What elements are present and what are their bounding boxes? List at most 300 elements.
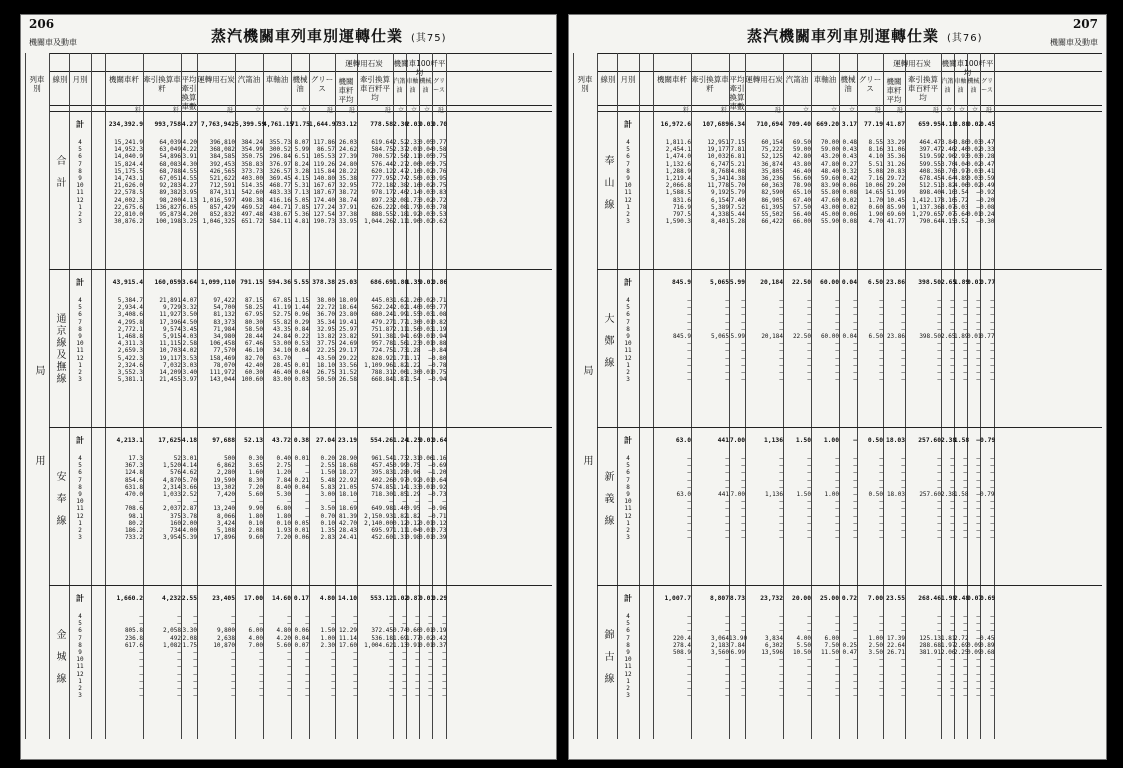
table-cell: —	[990, 361, 994, 369]
table-cell: 23.86	[886, 332, 905, 340]
table-cell: —	[741, 311, 745, 319]
table-cell: 4,232	[162, 595, 181, 602]
table-cell: —	[687, 498, 691, 506]
table-cell: —	[976, 297, 980, 304]
table-cell: —	[779, 304, 783, 312]
table-cell: —	[853, 634, 857, 642]
table-cell: —	[687, 476, 691, 484]
table-cell: 1,279.65	[912, 210, 941, 218]
table-cell: —	[193, 692, 197, 700]
table-cell: 0.77	[432, 139, 447, 146]
table-cell: —	[741, 476, 745, 484]
table-cell: 576	[170, 469, 181, 477]
table-cell: —	[193, 670, 197, 678]
unit-label: 瓩	[875, 107, 882, 114]
month-label: 5	[626, 146, 630, 154]
table-cell: 20,184	[761, 332, 783, 340]
table-cell: 56.60	[792, 174, 811, 182]
table-cell: —	[835, 613, 839, 620]
train-kind-label: 用	[33, 455, 44, 479]
month-column	[619, 279, 637, 383]
table-cell: 1.20	[432, 469, 447, 477]
table-cell: 772.18	[371, 182, 393, 190]
table-cell: 1.50	[796, 490, 811, 498]
table-cell: 0.75	[432, 368, 447, 376]
table-cell: —	[937, 376, 941, 384]
column-rule	[617, 53, 618, 739]
table-cell: 368,082	[209, 146, 235, 154]
table-cell: —	[389, 613, 393, 620]
table-cell: 22.92	[338, 476, 357, 484]
column-header: 機械油	[967, 78, 980, 94]
table-cell: 7.85	[294, 203, 309, 211]
table-cell: —	[853, 347, 857, 355]
table-cell: —	[741, 462, 745, 470]
month-label: 8	[78, 641, 82, 649]
table-cell: 1.92	[406, 210, 421, 218]
table-cell: 0.08	[842, 189, 857, 197]
table-cell: 6.50	[867, 279, 883, 286]
table-cell: 5.79	[730, 189, 745, 197]
table-cell: —	[741, 304, 745, 312]
table-cell: —	[879, 519, 883, 527]
table-cell: 0.37	[432, 641, 447, 649]
month-label: 8	[626, 641, 630, 649]
table-cell: 0.98	[406, 534, 421, 542]
table-cell: 2.65	[941, 279, 957, 286]
table-cell: —	[937, 476, 941, 484]
table-cell: 4.00	[248, 634, 263, 642]
table-cell: 63.0	[676, 490, 691, 498]
table-cell: —	[990, 347, 994, 355]
table-cell: 160	[170, 519, 181, 527]
table-cell: —	[976, 490, 980, 498]
table-cell: 0.94	[432, 332, 447, 340]
table-cell: —	[807, 620, 811, 628]
table-cell: —	[879, 498, 883, 506]
table-cell: 0.20	[320, 455, 335, 462]
table-cell: —	[402, 692, 406, 700]
table-cell: 733.2	[124, 534, 143, 542]
table-cell: 43.50	[316, 354, 335, 362]
table-cell: 1.50	[320, 469, 335, 477]
table-cell: 2,772.1	[117, 325, 143, 333]
table-cell: —	[950, 340, 954, 348]
table-cell: 2.50	[406, 174, 421, 182]
table-cell: 0.71	[432, 512, 447, 520]
table-cell: —	[963, 663, 967, 671]
table-cell: —	[990, 670, 994, 678]
table-cell: 1.80	[276, 512, 291, 520]
table-cell: 23,732	[760, 595, 783, 602]
table-cell: —	[901, 462, 905, 470]
table-cell: —	[835, 455, 839, 462]
table-cell: 0.05	[419, 304, 434, 312]
month-label: 1	[78, 361, 82, 369]
table-cell: 398.50	[919, 332, 941, 340]
table-cell: —	[901, 505, 905, 513]
table-cell: —	[428, 354, 432, 362]
table-cell: 6,302	[764, 641, 783, 649]
table-cell: 63.70	[272, 354, 291, 362]
table-cell: 82.70	[244, 354, 263, 362]
table-cell: —	[879, 340, 883, 348]
table-cell: —	[389, 648, 393, 656]
table-cell: 38.00	[316, 297, 335, 304]
table-cell: —	[779, 526, 783, 534]
table-cell: —	[779, 627, 783, 635]
table-cell: —	[963, 354, 967, 362]
table-cell: 1,033	[162, 490, 181, 498]
table-cell: 367.3	[124, 462, 143, 470]
table-cell: 536.18	[371, 634, 393, 642]
table-cell: —	[687, 684, 691, 692]
table-row	[653, 620, 994, 627]
table-cell: 8,066	[216, 512, 235, 520]
table-cell: —	[779, 368, 783, 376]
table-cell: —	[879, 526, 883, 534]
table-cell: 46.40	[272, 368, 291, 376]
table-cell: —	[950, 483, 954, 491]
table-cell: 3.03	[182, 361, 197, 369]
table-cell: 514.35	[241, 182, 263, 190]
table-cell: 1.73	[393, 347, 408, 355]
table-cell: 1.77	[393, 318, 408, 326]
table-cell: —	[976, 476, 980, 484]
table-cell: —	[950, 476, 954, 484]
table-cell: —	[901, 347, 905, 355]
table-cell: 38.72	[338, 189, 357, 197]
month-label: 12	[624, 670, 632, 678]
column-rule	[49, 53, 50, 739]
table-cell: 1,468.8	[117, 332, 143, 340]
table-cell: 0.12	[432, 519, 447, 527]
table-cell: —	[963, 505, 967, 513]
table-cell: 0.01	[419, 534, 434, 542]
table-row	[653, 627, 994, 634]
table-cell: —	[901, 376, 905, 384]
table-cell: —	[687, 534, 691, 542]
table-cell: —	[741, 361, 745, 369]
table-cell: 143,044	[209, 376, 235, 384]
table-cell: —	[428, 462, 432, 470]
table-cell: —	[879, 684, 883, 692]
table-cell: 5.39	[182, 534, 197, 542]
table-cell: —	[402, 670, 406, 678]
table-cell: —	[950, 354, 954, 362]
table-cell: 27.04	[316, 437, 335, 444]
table-cell: —	[950, 297, 954, 304]
column-rule	[446, 53, 447, 739]
page-number: 207	[1072, 17, 1098, 31]
table-cell: —	[950, 318, 954, 326]
month-label: 4	[626, 455, 630, 462]
table-cell: 12.29	[338, 627, 357, 635]
table-cell: —	[879, 347, 883, 355]
table-cell: 497.48	[241, 210, 263, 218]
table-cell: 0.60	[406, 627, 421, 635]
table-cell: 354.99	[241, 146, 263, 154]
table-cell: 0.01	[419, 641, 434, 649]
table-cell: —	[428, 656, 432, 664]
table-row	[653, 685, 994, 692]
month-label: 3	[626, 534, 630, 542]
table-cell: 23.19	[338, 437, 357, 444]
table-cell: 177.24	[313, 203, 335, 211]
table-cell: 71,984	[213, 325, 235, 333]
table-cell: 0.10	[248, 519, 263, 527]
table-cell: 1.90	[868, 210, 883, 218]
table-cell: 0.06	[842, 182, 857, 190]
table-cell: 790.64	[919, 218, 941, 226]
table-cell: —	[193, 677, 197, 685]
table-cell: 2.38	[393, 182, 408, 190]
table-cell: —	[389, 663, 393, 671]
table-cell: 470.0	[124, 490, 143, 498]
table-cell: —	[807, 469, 811, 477]
table-cell: —	[687, 469, 691, 477]
table-cell: 0.45	[980, 634, 995, 642]
table-cell: 37.75	[316, 340, 335, 348]
table-cell: —	[853, 297, 857, 304]
table-cell: 718.30	[371, 490, 393, 498]
table-cell: —	[331, 498, 335, 506]
table-cell: 10,703	[159, 347, 181, 355]
table-cell: 11.50	[820, 648, 839, 656]
table-cell: 0.78	[432, 361, 447, 369]
table-cell: —	[259, 498, 263, 506]
table-row	[653, 455, 994, 462]
table-cell: 17,625	[158, 437, 181, 444]
month-label: 3	[78, 692, 82, 700]
table-cell: 23.86	[886, 279, 905, 286]
table-cell: 2.40	[954, 146, 969, 154]
table-cell: 778.58	[370, 121, 393, 128]
table-cell: 0.02	[419, 167, 434, 175]
month-label: 12	[624, 196, 632, 204]
table-row	[653, 333, 994, 340]
month-label: 1	[626, 677, 630, 685]
table-cell: 1.13	[393, 641, 408, 649]
table-cell: 28.44	[244, 332, 263, 340]
table-cell: —	[976, 613, 980, 620]
table-cell: 0.50	[867, 437, 883, 444]
table-cell: 4.03	[182, 332, 197, 340]
table-cell: 50.50	[316, 376, 335, 384]
table-cell: 0.62	[432, 218, 447, 226]
month-column	[71, 437, 89, 541]
month-label: 8	[78, 483, 82, 491]
table-row	[653, 347, 994, 354]
unit-label: 立	[411, 107, 418, 114]
table-cell: 2.37	[393, 146, 408, 154]
month-label: 8	[626, 325, 630, 333]
table-cell: —	[937, 512, 941, 520]
table-cell: —	[807, 670, 811, 678]
table-cell: —	[963, 526, 967, 534]
table-cell: 43,915.4	[112, 279, 143, 286]
table-cell: 0.01	[419, 340, 434, 348]
table-cell: —	[725, 304, 729, 312]
table-cell: —	[963, 347, 967, 355]
table-cell: 220.4	[672, 634, 691, 642]
table-cell: —	[807, 361, 811, 369]
table-cell: 1.70	[868, 196, 883, 204]
table-cell: 7.07	[941, 210, 956, 218]
table-cell: —	[331, 613, 335, 620]
column-group-header: 運轉用石炭	[345, 59, 383, 68]
table-cell: —	[950, 613, 954, 620]
month-label: 9	[78, 490, 82, 498]
table-cell: —	[950, 304, 954, 312]
table-cell: 18.64	[338, 304, 357, 312]
table-cell: —	[725, 311, 729, 319]
table-cell: —	[950, 368, 954, 376]
table-cell: —	[976, 354, 980, 362]
table-row	[105, 627, 446, 634]
table-cell: 0.06	[842, 210, 857, 218]
table-cell: 1,288.9	[665, 167, 691, 175]
table-cell: 0.72	[432, 196, 447, 204]
table-cell: —	[963, 677, 967, 685]
table-cell: —	[725, 613, 729, 620]
table-cell: 4.22	[182, 146, 197, 154]
table-cell: —	[741, 519, 745, 527]
table-cell: —	[779, 620, 783, 628]
table-cell: 14,952.3	[114, 146, 143, 154]
table-row	[653, 437, 994, 455]
table-cell: —	[835, 311, 839, 319]
table-cell: 9,574	[162, 325, 181, 333]
table-cell: 1.02	[393, 595, 409, 602]
month-label: 10	[76, 340, 84, 348]
table-cell: —	[231, 648, 235, 656]
table-cell: 43.20	[820, 153, 839, 161]
table-cell: 55,502	[761, 210, 783, 218]
table-cell: —	[305, 670, 309, 678]
table-cell: —	[950, 505, 954, 513]
table-cell: 0.02	[842, 203, 857, 211]
table-cell: 8.30	[248, 476, 263, 484]
table-cell: —	[741, 325, 745, 333]
table-cell: 2.08	[182, 634, 197, 642]
table-cell: 29.22	[338, 354, 357, 362]
table-cell: 31.26	[886, 160, 905, 168]
table-cell: 3.95	[182, 189, 197, 197]
table-row	[105, 139, 446, 146]
table-cell: —	[139, 498, 143, 506]
column-header: 機械油	[292, 75, 308, 93]
table-cell: —	[853, 526, 857, 534]
table-cell: —	[353, 684, 357, 692]
table-cell: 22,810.0	[114, 210, 143, 218]
table-cell: —	[353, 677, 357, 685]
table-cell: —	[990, 519, 994, 527]
table-cell: —	[976, 311, 980, 319]
table-cell: 2.11	[406, 153, 421, 161]
table-cell: 1.33	[406, 483, 421, 491]
table-cell: 0.99	[393, 462, 408, 470]
month-label: 1	[78, 203, 82, 211]
table-cell: 1.14	[393, 483, 408, 491]
column-header: 車軸油	[406, 78, 419, 94]
table-cell: —	[835, 347, 839, 355]
table-cell: 5,384.7	[117, 297, 143, 304]
table-cell: —	[937, 627, 941, 635]
table-cell: —	[853, 490, 857, 498]
table-cell: 22,675.6	[114, 203, 143, 211]
unit-label: 立	[831, 107, 838, 114]
table-cell: —	[725, 692, 729, 700]
table-row	[653, 595, 994, 613]
table-cell: —	[741, 613, 745, 620]
table-cell: 21.05	[338, 483, 357, 491]
table-cell: 3.01	[182, 455, 197, 462]
table-cell: —	[853, 684, 857, 692]
table-cell: —	[741, 318, 745, 326]
table-cell: —	[428, 498, 432, 506]
table-cell: 35.36	[886, 153, 905, 161]
table-cell: 10,032	[707, 153, 729, 161]
table-cell: 398.50	[918, 279, 941, 286]
table-cell: 19,590	[213, 476, 235, 484]
table-cell: 7.00	[248, 641, 263, 649]
table-cell: —	[807, 519, 811, 527]
table-cell: 78.90	[792, 182, 811, 190]
table-cell: —	[807, 684, 811, 692]
table-cell: —	[177, 670, 181, 678]
table-cell: —	[741, 512, 745, 520]
table-cell: —	[879, 311, 883, 319]
table-cell: 140.80	[313, 174, 335, 182]
table-cell: 7.40	[730, 196, 745, 204]
table-cell: —	[331, 677, 335, 685]
table-cell: —	[879, 469, 883, 477]
table-cell: 957.78	[371, 340, 393, 348]
table-row	[105, 319, 446, 326]
table-cell: 77,570	[213, 347, 235, 355]
table-cell: —	[779, 677, 783, 685]
table-cell: 438.67	[269, 210, 291, 218]
table-cell: 0.02	[419, 196, 434, 204]
table-row	[653, 182, 994, 189]
table-cell: —	[177, 498, 181, 506]
table-cell: 0.59	[980, 174, 995, 182]
header-rule	[49, 53, 552, 54]
month-label: 11	[76, 347, 84, 355]
table-cell: —	[901, 656, 905, 664]
table-cell: 519.59	[919, 153, 941, 161]
table-cell: —	[305, 648, 309, 656]
month-label: 2	[626, 368, 630, 376]
table-cell: —	[231, 620, 235, 628]
table-cell: 1,219.4	[665, 174, 691, 182]
table-cell: —	[428, 376, 432, 384]
table-cell: —	[402, 677, 406, 685]
table-cell: 631.8	[124, 483, 143, 491]
table-cell: —	[976, 692, 980, 700]
table-cell: 0.12	[406, 519, 421, 527]
table-cell: 5.99	[730, 332, 745, 340]
table-cell: 158,469	[209, 354, 235, 362]
table-cell: —	[741, 627, 745, 635]
table-cell: 2,183	[710, 641, 729, 649]
table-cell: 80.2	[128, 519, 143, 527]
table-cell: 31.06	[886, 146, 905, 154]
table-cell: 0.82	[432, 318, 447, 326]
block-rule	[49, 427, 552, 428]
table-cell: 6.81	[730, 153, 745, 161]
